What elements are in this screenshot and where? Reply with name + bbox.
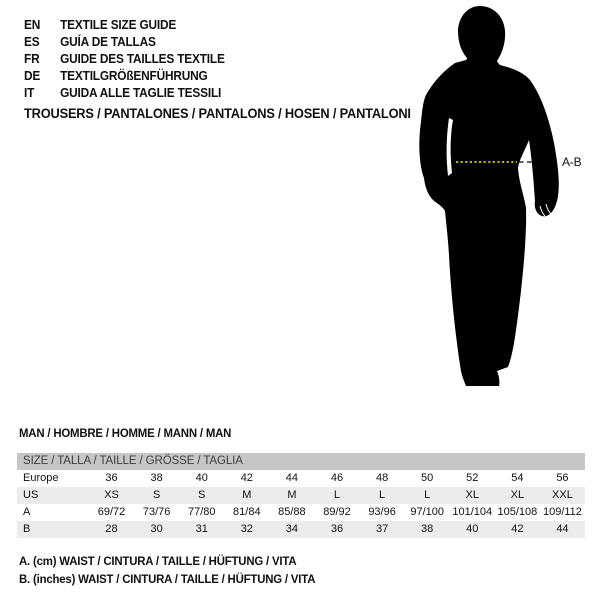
language-label: TEXTILE SIZE GUIDE xyxy=(60,17,177,32)
table-cell: 81/84 xyxy=(233,506,261,518)
table-cell: 38 xyxy=(421,523,434,535)
table-cell: 52 xyxy=(466,472,479,484)
table-cell: 73/76 xyxy=(142,506,171,518)
table-cell: L xyxy=(379,489,386,501)
table-cell: 44 xyxy=(285,472,299,484)
language-label: GUÍA DE TALLAS xyxy=(60,34,156,49)
table-cell: M xyxy=(242,489,252,501)
table-row-us xyxy=(17,487,585,504)
table-cell: XL xyxy=(510,489,525,501)
table-cell: 40 xyxy=(466,523,479,535)
table-row-a-cm xyxy=(17,504,585,521)
garment-title: TROUSERS / PANTALONES / PANTALONS / HOSEN / PANTALONI xyxy=(24,106,411,121)
language-code: EN xyxy=(24,17,41,32)
language-code: IT xyxy=(24,85,35,100)
table-cell: 97/100 xyxy=(410,506,444,518)
table-cell: S xyxy=(198,489,206,501)
table-cell: L xyxy=(333,489,341,501)
footnote-b: B. (inches) WAIST / CINTURA / TAILLE / HÜFTUNG / VITA xyxy=(19,571,316,586)
size-table xyxy=(17,453,585,538)
row-label: A xyxy=(23,506,31,518)
table-cell: 46 xyxy=(330,472,344,484)
language-label: TEXTILGRÖßENFÜHRUNG xyxy=(60,68,208,83)
table-cell: 105/108 xyxy=(497,506,538,518)
table-header: SIZE / TALLA / TAILLE / GRÖSSE / TAGLIA xyxy=(17,453,585,470)
row-label: US xyxy=(23,489,39,501)
table-cell: 38 xyxy=(150,472,163,484)
row-label: B xyxy=(23,523,31,535)
table-cell: 36 xyxy=(330,523,344,535)
table-cell: S xyxy=(152,489,161,501)
measurement-footnotes xyxy=(19,553,315,588)
language-code: ES xyxy=(24,34,40,49)
table-cell: 42 xyxy=(240,472,253,484)
table-cell: 37 xyxy=(375,523,389,535)
table-cell: 48 xyxy=(375,472,389,484)
table-cell: 77/80 xyxy=(187,506,216,518)
table-cell: L xyxy=(424,489,431,501)
language-code: DE xyxy=(24,68,41,83)
table-cell: 32 xyxy=(240,523,253,535)
table-cell: 93/96 xyxy=(368,506,396,518)
table-cell: M xyxy=(287,489,297,501)
table-cell: 69/72 xyxy=(97,506,126,518)
table-cell: 54 xyxy=(511,472,524,484)
table-cell: 89/92 xyxy=(323,506,351,518)
table-cell: XXL xyxy=(552,489,573,501)
section-title-man: MAN / HOMBRE / HOMME / MANN / MAN xyxy=(19,426,232,440)
table-cell: 42 xyxy=(511,523,524,535)
row-label: Europe xyxy=(23,472,59,484)
language-label: GUIDE DES TAILLES TEXTILE xyxy=(60,51,225,66)
table-row-europe xyxy=(17,470,585,487)
table-cell: XS xyxy=(104,489,119,501)
table-cell: 101/104 xyxy=(452,506,493,518)
table-cell: 44 xyxy=(556,523,569,535)
table-cell: 40 xyxy=(195,472,208,484)
table-cell: 31 xyxy=(195,523,208,535)
table-cell: 109/112 xyxy=(542,506,582,518)
table-cell: 85/88 xyxy=(278,506,306,518)
table-cell: XL xyxy=(465,489,479,501)
language-label: GUIDA ALLE TAGLIE TESSILI xyxy=(60,85,222,100)
table-cell: 30 xyxy=(150,523,163,535)
table-cell: 56 xyxy=(556,472,569,484)
table-cell: 36 xyxy=(105,472,118,484)
table-cell: 34 xyxy=(285,523,299,535)
measure-label-ab: A-B xyxy=(562,155,582,169)
table-row-b-inches xyxy=(17,521,585,538)
man-silhouette-shape xyxy=(419,6,558,386)
table-cell: 50 xyxy=(421,472,434,484)
footnote-a: A. (cm) WAIST / CINTURA / TAILLE / HÜFTUNG / VITA xyxy=(19,554,297,568)
language-code: FR xyxy=(24,51,40,66)
table-cell: 28 xyxy=(105,523,118,535)
